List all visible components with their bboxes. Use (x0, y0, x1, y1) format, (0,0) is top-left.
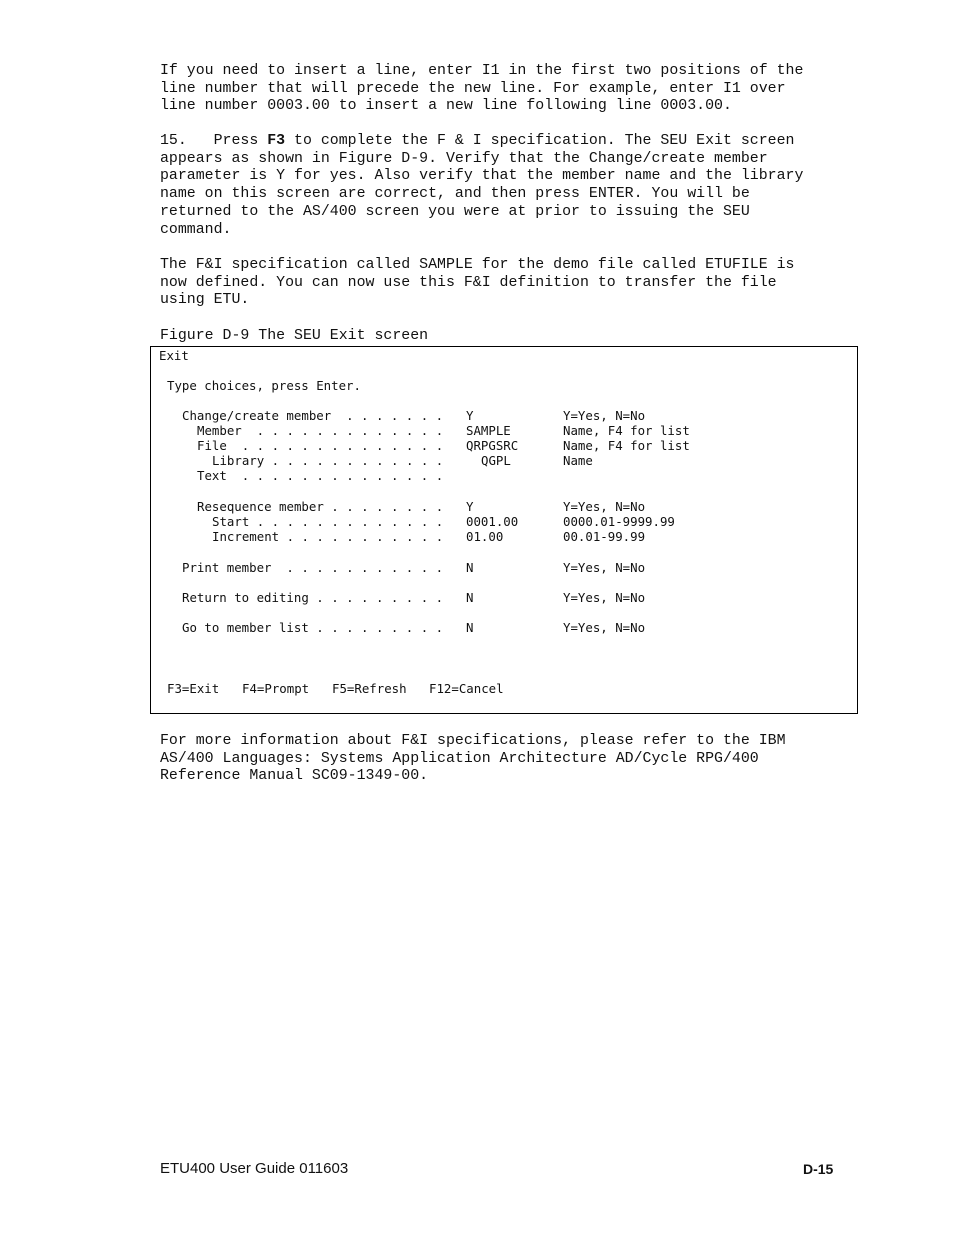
screen-title: Exit (159, 348, 189, 363)
field-value-increment[interactable]: 01.00 (466, 529, 504, 544)
field-hint-start: 0000.01-9999.99 (563, 514, 675, 529)
field-hint-change-create: Y=Yes, N=No (563, 408, 646, 423)
field-hint-increment: 00.01-99.99 (563, 529, 646, 544)
field-label-member: Member . . . . . . . . . . . . . (197, 423, 444, 438)
field-hint-member: Name, F4 for list (563, 423, 690, 438)
field-value-resequence[interactable]: Y (466, 499, 474, 514)
field-hint-library: Name (563, 453, 593, 468)
field-value-change-create[interactable]: Y (466, 408, 474, 423)
field-label-resequence: Resequence member . . . . . . . . (197, 499, 444, 514)
footer-guide-title: ETU400 User Guide 011603 (160, 1160, 349, 1177)
field-hint-member-list: Y=Yes, N=No (563, 620, 646, 635)
paragraph-more-info: For more information about F&I specifications, please refer to the IBM AS/400 Languages: Systems Application Architecture AD/Cycle RPG/400 Reference Manual SC09-1349-00. (160, 733, 786, 785)
step-15-intro: 15. Press (160, 133, 268, 149)
seu-exit-screen (150, 346, 858, 714)
field-hint-return-editing: Y=Yes, N=No (563, 590, 646, 605)
field-label-library: Library . . . . . . . . . . . . (212, 453, 444, 468)
field-hint-resequence: Y=Yes, N=No (563, 499, 646, 514)
field-value-member-list[interactable]: N (466, 620, 474, 635)
field-label-return-editing: Return to editing . . . . . . . . . (182, 590, 444, 605)
field-hint-print-member: Y=Yes, N=No (563, 560, 646, 575)
footer-page-number: D-15 (803, 1161, 834, 1177)
fkey-cancel[interactable]: F12=Cancel (429, 681, 504, 696)
field-value-return-editing[interactable]: N (466, 590, 474, 605)
field-label-change-create: Change/create member . . . . . . . (182, 408, 444, 423)
field-value-start[interactable]: 0001.00 (466, 514, 519, 529)
field-value-library[interactable]: QGPL (481, 453, 511, 468)
paragraph-insert-line: If you need to insert a line, enter I1 in the first two positions of the line number that will precede the new line. For example, enter I1 over line number 0003.00 to insert a new line following line 0003.00. (160, 63, 804, 115)
paragraph-step-15 (160, 133, 850, 239)
field-hint-file: Name, F4 for list (563, 438, 690, 453)
figure-caption: Figure D-9 The SEU Exit screen (160, 328, 429, 344)
fkey-exit[interactable]: F3=Exit (167, 681, 220, 696)
field-label-start: Start . . . . . . . . . . . . . (212, 514, 444, 529)
fkey-prompt[interactable]: F4=Prompt (242, 681, 310, 696)
step-15-body: to complete the F & I specification. The SEU Exit screen appears as shown in Figure D-9. Verify that the Change/create member parameter is Y for yes. Also verify that the member name and the library name on this screen are correct, and then press ENTER. You will be returned to the AS/400 screen you were at prior to issuing the SEU command. (160, 133, 804, 238)
paragraph-spec-defined: The F&I specification called SAMPLE for the demo file called ETUFILE is now defined. You can now use this F&I definition to transfer the file using ETU. (160, 257, 795, 309)
field-label-file: File . . . . . . . . . . . . . . (197, 438, 444, 453)
screen-instruction: Type choices, press Enter. (167, 378, 361, 393)
fkey-refresh[interactable]: F5=Refresh (332, 681, 407, 696)
f3-key-label: F3 (267, 133, 286, 149)
field-value-print-member[interactable]: N (466, 560, 474, 575)
field-label-member-list: Go to member list . . . . . . . . . (182, 620, 444, 635)
field-label-text: Text . . . . . . . . . . . . . . (197, 468, 444, 483)
field-label-print-member: Print member . . . . . . . . . . . (182, 560, 444, 575)
field-label-increment: Increment . . . . . . . . . . . (212, 529, 444, 544)
field-value-file[interactable]: QRPGSRC (466, 438, 519, 453)
field-value-member[interactable]: SAMPLE (466, 423, 511, 438)
